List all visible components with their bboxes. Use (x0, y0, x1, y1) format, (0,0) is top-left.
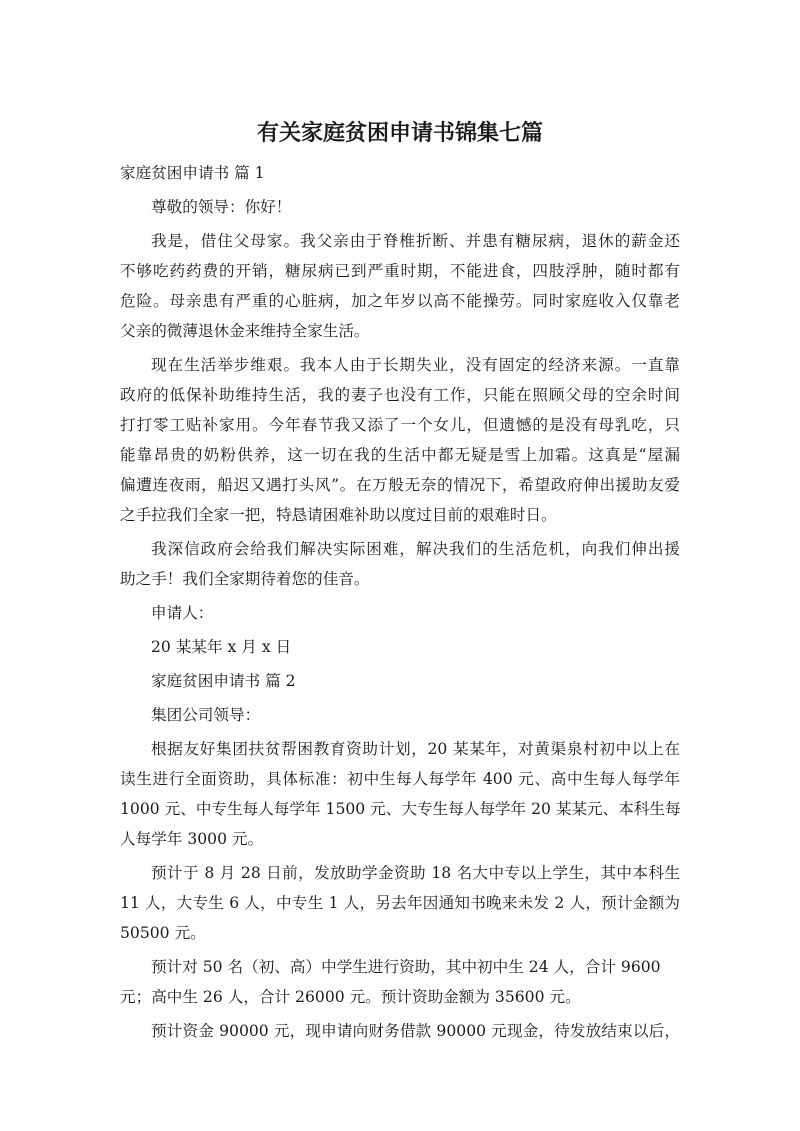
applicant-label: 申请人： (151, 604, 214, 622)
paragraph-line: 我深信政府会给我们解决实际困难，解决我们的生活危机，向我们伸出援 (151, 540, 680, 558)
section-heading-1: 家庭贫困申请书 篇 1 (120, 164, 265, 182)
paragraph-line: 预计对 50 名（初、高）中学生进行资助，其中初中生 24 人，合计 9600 (151, 958, 661, 976)
paragraph-line: 读生进行全面资助，具体标准：初中生每人每学年 400 元、高中生每人每学年 (120, 770, 680, 788)
document-title: 有关家庭贫困申请书锦集七篇 (256, 121, 543, 146)
paragraph-line: 能靠昂贵的奶粉供养，这一切在我的生活中都无疑是雪上加霜。这真是“屋漏 (120, 446, 680, 464)
paragraph-line: 助之手！我们全家期待着您的佳音。 (120, 570, 370, 588)
paragraph-line: 50500 元。 (120, 924, 206, 942)
paragraph-line: 1000 元、中专生每人每学年 1500 元、大专生每人每学年 20 某某元、本科生每 (120, 800, 681, 818)
paragraph-line: 现在生活举步维艰。我本人由于长期失业，没有固定的经济来源。一直靠 (151, 356, 680, 374)
date-line: 20 某某年 x 月 x 日 (151, 638, 292, 656)
paragraph-line: 不够吃药药费的开销，糖尿病已到严重时期，不能进食，四肢浮肿，随时都有 (120, 262, 680, 280)
paragraph-line: 打打零工贴补家用。今年春节我又添了一个女儿，但遗憾的是没有母乳吃，只 (120, 416, 680, 434)
paragraph-line: 根据友好集团扶贫帮困教育资助计划，20 某某年，对黄渠泉村初中以上在 (151, 740, 680, 758)
salutation: 尊敬的领导：你好！ (151, 198, 292, 216)
paragraph-line: 危险。母亲患有严重的心脏病，加之年岁以高不能操劳。同时家庭收入仅靠老 (120, 292, 680, 310)
salutation: 集团公司领导： (151, 706, 261, 724)
paragraph-line: 人每学年 3000 元。 (120, 830, 264, 848)
paragraph-line: 11 人，大专生 6 人，中专生 1 人，另去年因通知书晚来未发 2 人，预计金额为 (120, 894, 680, 912)
paragraph-line: 父亲的微薄退休金来维持全家生活。 (120, 322, 370, 340)
paragraph-line: 元；高中生 26 人，合计 26000 元。预计资助金额为 35600 元。 (120, 988, 581, 1006)
paragraph-line: 偏遭连夜雨，船迟又遇打头风”。在万般无奈的情况下，希望政府伸出援助友爱 (120, 476, 680, 494)
paragraph-line: 政府的低保补助维持生活，我的妻子也没有工作，只能在照顾父母的空余时间 (120, 386, 680, 404)
paragraph-line: 之手拉我们全家一把，特恳请困难补助以度过目前的艰难时日。 (120, 506, 557, 524)
paragraph-line: 预计于 8 月 28 日前，发放助学金资助 18 名大中专以上学生，其中本科生 (151, 864, 680, 882)
paragraph-line: 我是，借住父母家。我父亲由于脊椎折断、并患有糖尿病，退休的薪金还 (151, 232, 680, 250)
paragraph-line: 预计资金 90000 元，现申请向财务借款 90000 元现金，待发放结束以后， (151, 1022, 680, 1040)
section-heading-2: 家庭贫困申请书 篇 2 (151, 672, 296, 690)
